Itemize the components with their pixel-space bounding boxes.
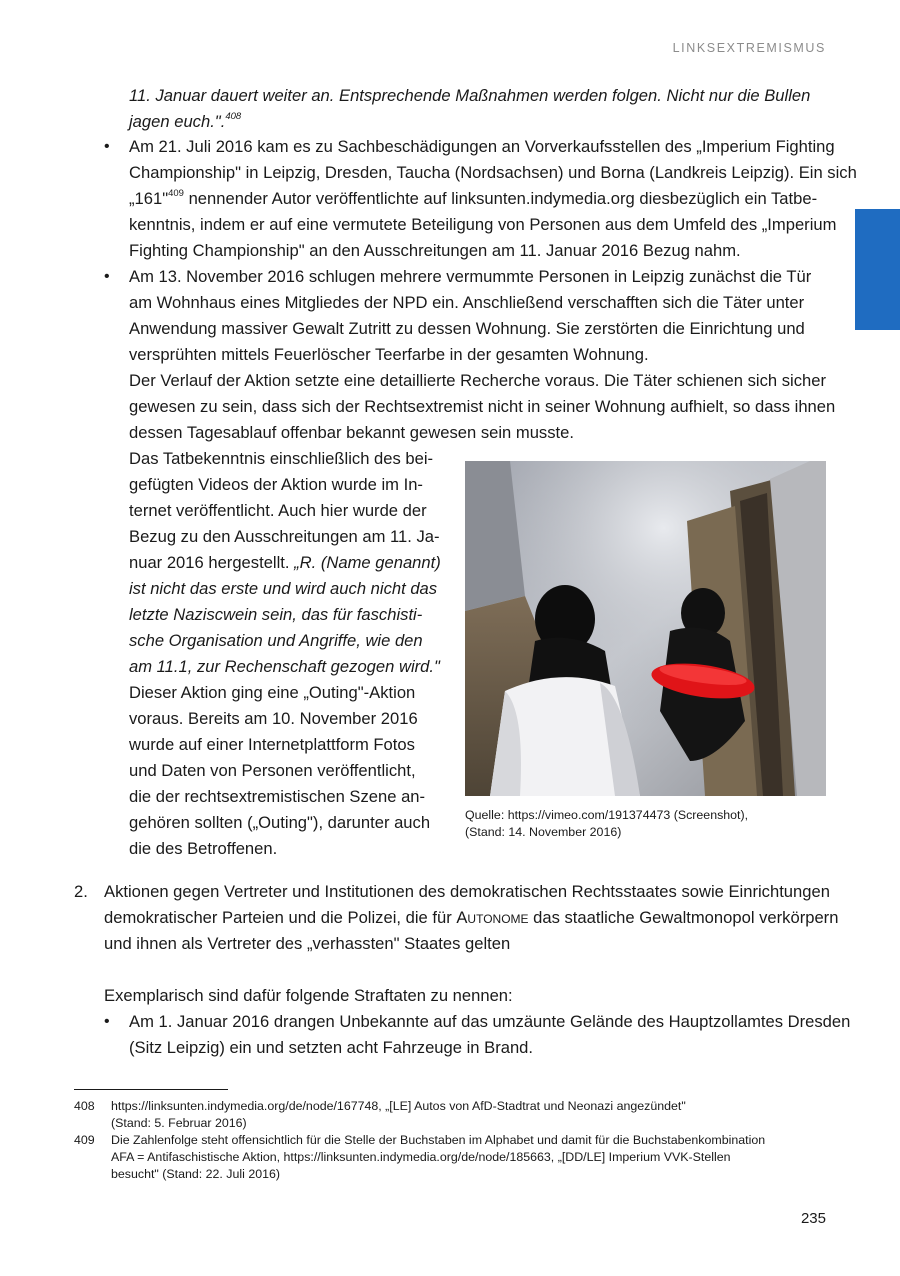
column-line-8: sche Organisation und Angriffe, wie den [129,631,423,650]
column-line-5-text: nuar 2016 hergestellt. [129,553,295,572]
footnote-409-line-3: besucht" (Stand: 22. Juli 2016) [111,1167,281,1181]
bullet-icon: • [104,1013,110,1030]
bullet1-line-1: Am 21. Juli 2016 kam es zu Sachbeschädigungen an Vorverkaufsstellen des „Imperium Fighting [129,137,835,156]
bullet1-line-3-start: „161" [129,189,169,208]
bullet2-para2-line-3: dessen Tagesablauf offenbar bekannt gewesen sein musste. [129,423,574,442]
bullet-icon: • [104,138,110,155]
column-line-3: ternet veröffentlicht. Auch hier wurde der [129,501,427,520]
figure-caption [465,807,826,841]
intro-line-2-text: jagen euch.". [129,112,226,131]
caption-line-1: Quelle: https://vimeo.com/191374473 (Screenshot), [465,808,749,822]
column-line-16: die des Betroffenen. [129,839,278,858]
caption-line-2: (Stand: 14. November 2016) [465,825,622,839]
page-number: 235 [800,1210,826,1227]
autonome-term: Autonome [456,908,529,927]
bullet2-para2-line-1: Der Verlauf der Aktion setzte eine detaillierte Recherche voraus. Die Täter schienen sich sicher [129,371,826,390]
section2-intro: Exemplarisch sind dafür folgende Straftaten zu nennen: [104,986,513,1005]
intro-line-1: 11. Januar dauert weiter an. Entsprechende Maßnahmen werden folgen. Nicht nur die Bullen [129,86,811,105]
bullet2-line-2: am Wohnhaus eines Mitgliedes der NPD ein. Anschließend verschafften sich die Täter unter [129,293,805,312]
column-line-1: Das Tatbekenntnis einschließlich des bei- [129,449,434,468]
video-screenshot-photo [465,461,826,796]
bullet1-line-3-end: nennender Autor veröffentlichte auf linksunten.indymedia.org diesbezüglich ein Tatbe- [183,189,818,208]
column-quote-start: „R. (Name genannt) [294,553,441,572]
column-line-11: voraus. Bereits am 10. November 2016 [129,709,418,728]
bullet-icon: • [104,268,110,285]
footnote-divider [74,1089,228,1090]
bullet1-line-4: kenntnis, indem er auf eine vermutete Beteiligung von Personen aus dem Umfeld des „Imperium [129,215,837,234]
column-line-2: gefügten Videos der Aktion wurde im In- [129,475,423,494]
footnote-ref-408[interactable]: 408 [225,111,242,123]
bullet2-para2-line-2: gewesen zu sein, dass sich der Rechtsextremist nicht in seiner Wohnung aufhielt, so dass ihnen [129,397,836,416]
column-line-6: ist nicht das erste und wird auch nicht das [129,579,438,598]
footnote-408-line-2: (Stand: 5. Februar 2016) [111,1116,247,1130]
column-line-14: die der rechtsextremistischen Szene an- [129,787,426,806]
footnote-number: 408 [74,1099,95,1113]
running-header: LINKSEXTREMISMUS [672,41,826,55]
section-number: 2. [74,882,88,901]
section2-bullet1-line-1: Am 1. Januar 2016 drangen Unbekannte auf das umzäunte Gelände des Hauptzollamtes Dresden [129,1012,851,1031]
bullet1-line-3 [129,186,817,212]
bullet2-line-4: versprühten mittels Feuerlöscher Teerfarbe in der gesamten Wohnung. [129,345,649,364]
footnote-409 [111,1132,826,1183]
column-line-9: am 11.1, zur Rechenschaft gezogen wird." [129,657,440,676]
section2-line-3: und ihnen als Vertreter des „verhassten" Staates gelten [104,934,511,953]
column-line-4: Bezug zu den Ausschreitungen am 11. Ja- [129,527,440,546]
column-line-5 [129,550,441,576]
footnote-409-line-1: Die Zahlenfolge steht offensichtlich für die Stelle der Buchstaben im Alphabet und damit für die Buchstabenkombination [111,1133,766,1147]
section2-line-2 [104,905,838,931]
column-line-15: gehören sollten („Outing"), darunter auch [129,813,431,832]
chapter-tab-marker [855,209,900,330]
column-line-13: und Daten von Personen veröffentlicht, [129,761,416,780]
footnote-408 [111,1098,826,1132]
section2-line-1: Aktionen gegen Vertreter und Institutionen des demokratischen Rechtsstaates sowie Einrichtungen [104,882,830,901]
footnote-409-line-2[interactable]: AFA = Antifaschistische Aktion, https://linksunten.indymedia.org/de/node/185663, „[DD/LE] Imperium VVK-Stellen [111,1150,731,1164]
bullet1-line-2: Championship" in Leipzig, Dresden, Taucha (Nordsachsen) und Borna (Landkreis Leipzig). Ein sich [129,163,857,182]
section2-bullet1-line-2: (Sitz Leipzig) ein und setzten acht Fahrzeuge in Brand. [129,1038,534,1057]
column-line-12: wurde auf einer Internetplattform Fotos [129,735,415,754]
section2-line-2-end: das staatliche Gewaltmonopol verkörpern [528,908,839,927]
column-line-10: Dieser Aktion ging eine „Outing"-Aktion [129,683,416,702]
bullet1-line-5: Fighting Championship" an den Ausschreitungen am 11. Januar 2016 Bezug nahm. [129,241,741,260]
footnote-number: 409 [74,1133,95,1147]
footnote-408-line-1[interactable]: https://linksunten.indymedia.org/de/node/167748, „[LE] Autos von AfD-Stadtrat und Neonazi angezündet" [111,1099,686,1113]
bullet2-line-3: Anwendung massiver Gewalt Zutritt zu dessen Wohnung. Sie zerstörten die Einrichtung und [129,319,805,338]
section2-line-2-start: demokratischer Parteien und die Polizei, die für [104,908,457,927]
column-line-7: letzte Naziscwein sein, das für faschisti- [129,605,423,624]
footnote-ref-409[interactable]: 409 [168,188,184,200]
bullet2-line-1: Am 13. November 2016 schlugen mehrere vermummte Personen in Leipzig zunächst die Tür [129,267,812,286]
intro-line-2 [129,109,241,135]
